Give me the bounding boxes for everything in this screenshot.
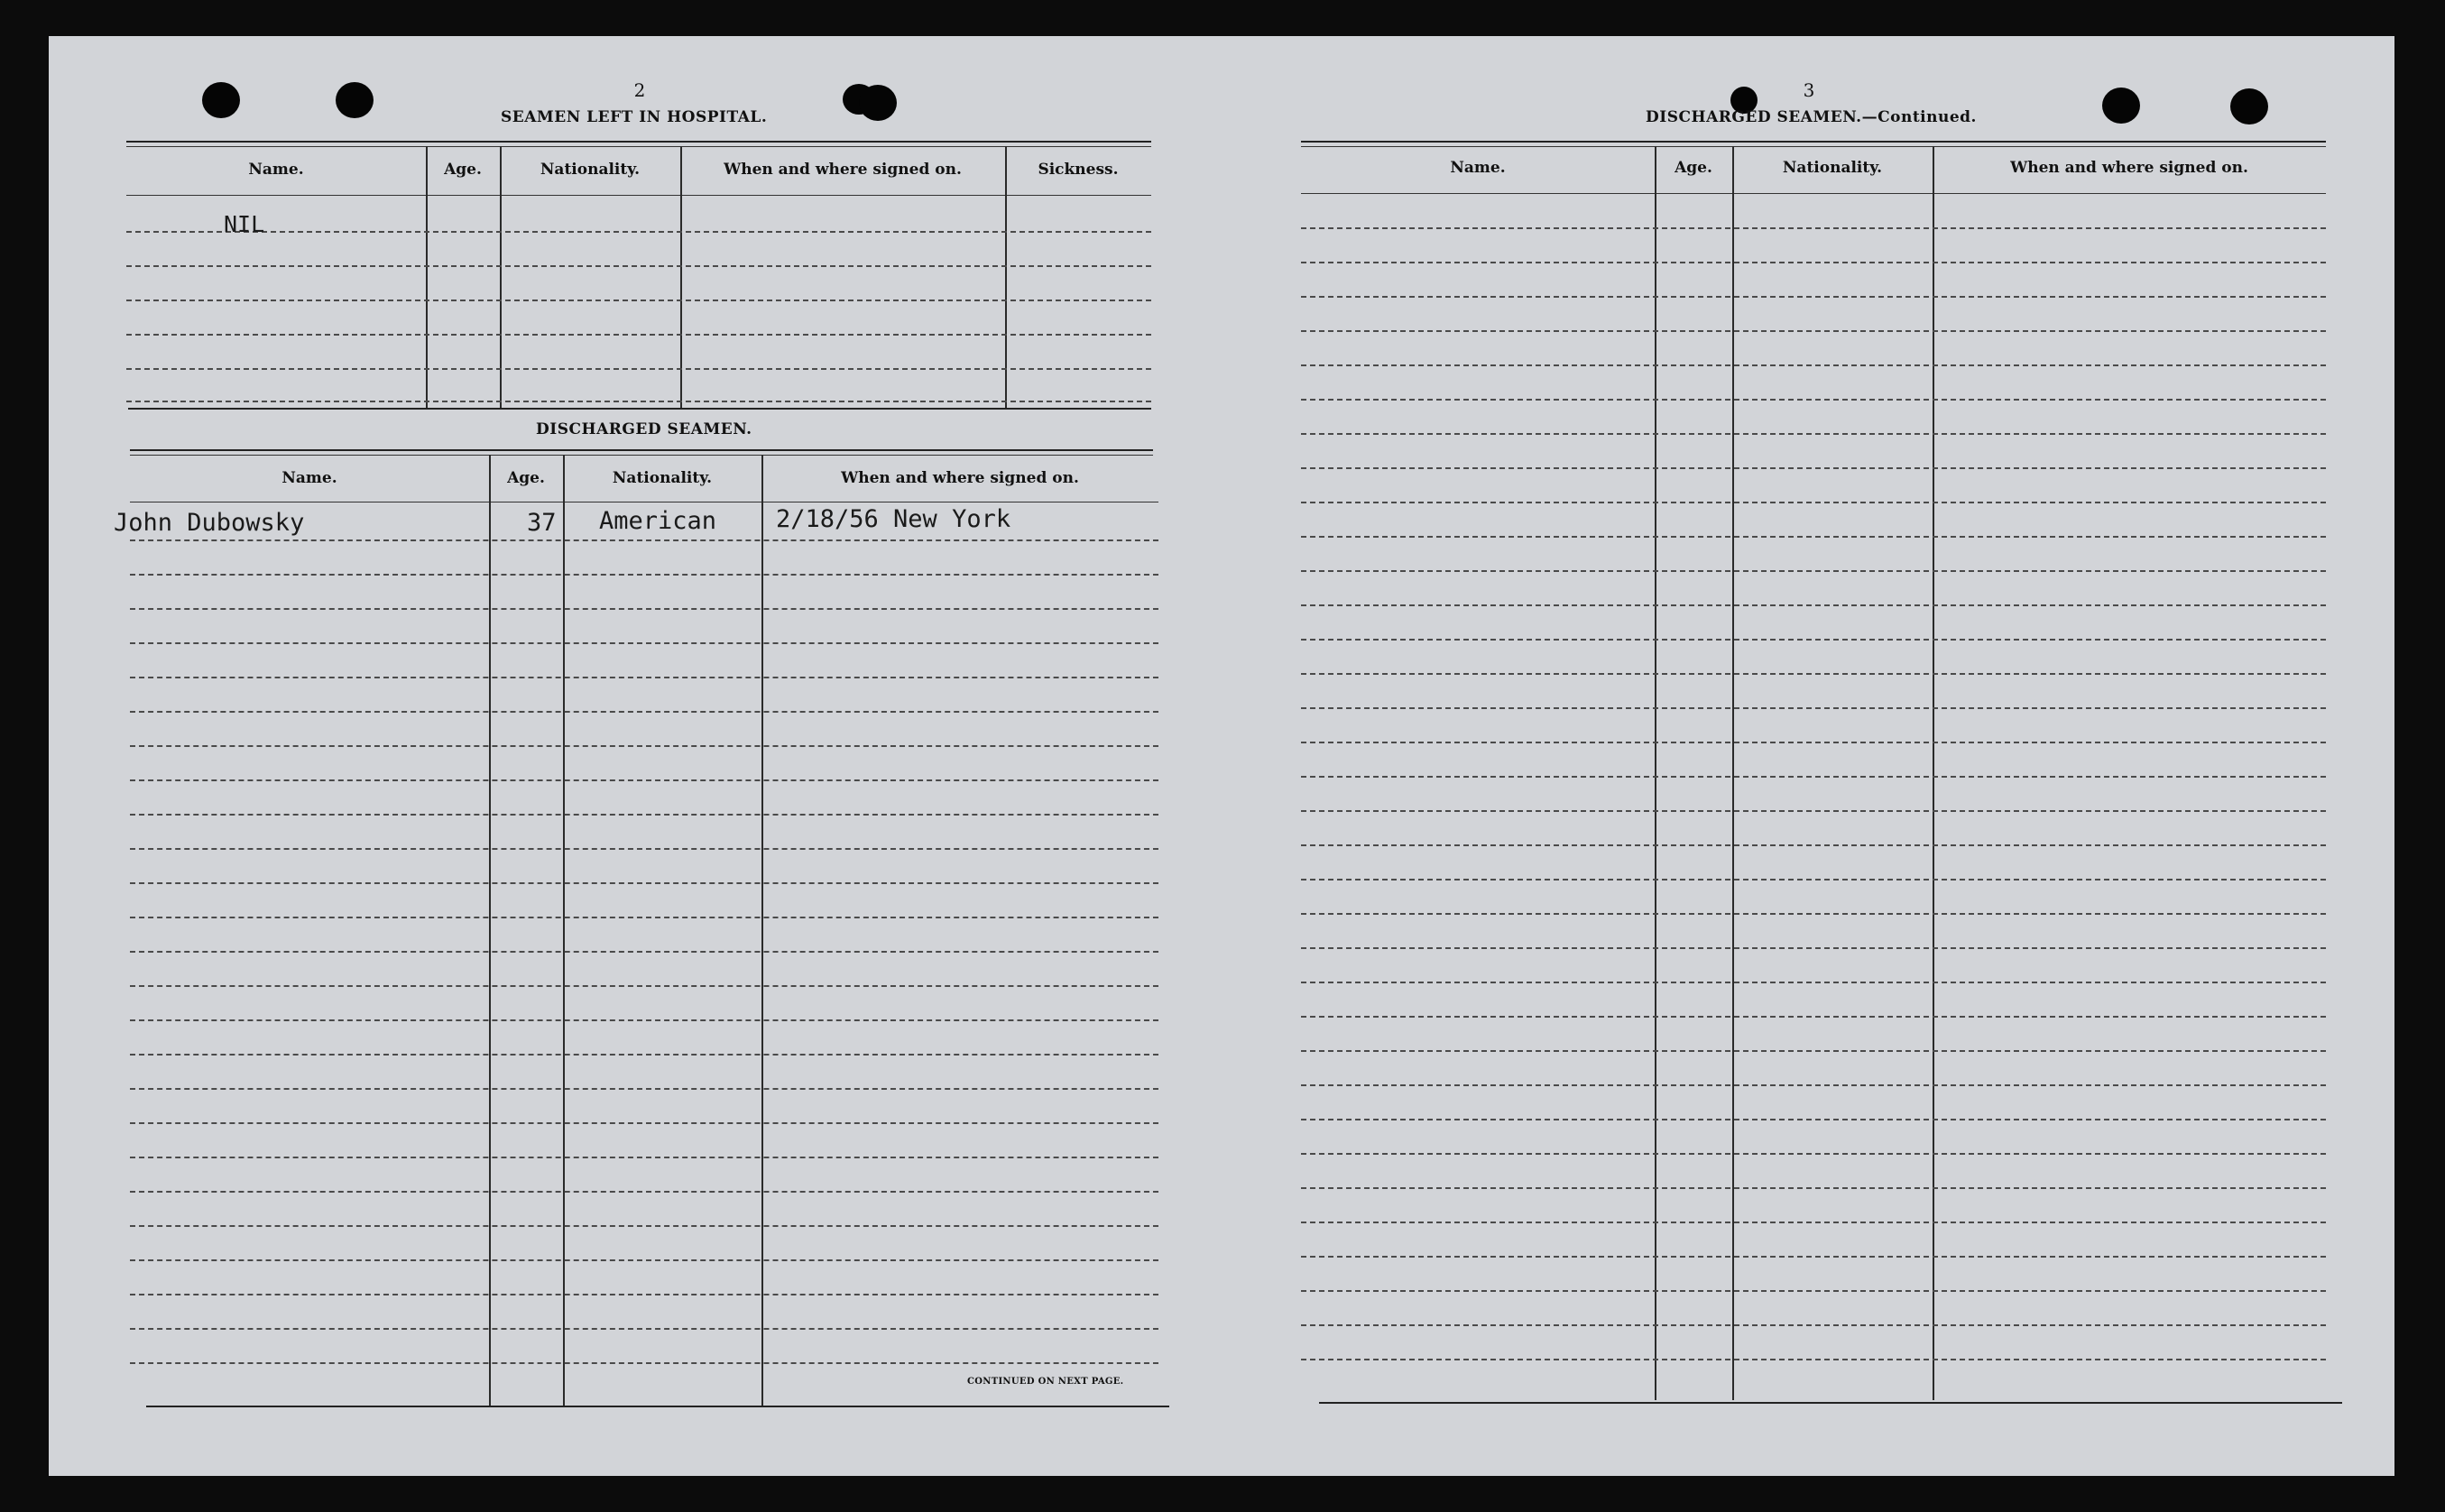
- discharged-header-nationality: Nationality.: [612, 469, 713, 487]
- right-row-line: [1301, 1084, 2326, 1086]
- right-row-line: [1301, 1222, 2326, 1223]
- discharged-header-age: Age.: [507, 469, 545, 487]
- right-row-line: [1301, 673, 2326, 675]
- discharged-row-line: [130, 1157, 1158, 1158]
- right-row-line: [1301, 570, 2326, 572]
- discharged-row-line: [130, 1054, 1158, 1056]
- right-row-line: [1301, 227, 2326, 229]
- discharged-row-line: [130, 1122, 1158, 1124]
- discharged-row-line: [130, 1088, 1158, 1090]
- discharged-top-rule-2: [130, 455, 1153, 456]
- hospital-section-title: SEAMEN LEFT IN HOSPITAL.: [501, 108, 768, 126]
- hospital-row-line: [126, 368, 1151, 370]
- right-header-rule: [1301, 193, 2326, 194]
- discharged-row-line: [130, 882, 1158, 884]
- right-row-line: [1301, 913, 2326, 915]
- right-row-line: [1301, 844, 2326, 846]
- right-row-line: [1301, 982, 2326, 983]
- hospital-header-rule: [126, 195, 1151, 196]
- hospital-bottom-rule: [128, 408, 1151, 410]
- right-row-line: [1301, 467, 2326, 469]
- document-sheet: [49, 36, 2394, 1476]
- right-row-line: [1301, 296, 2326, 298]
- right-row-line: [1301, 604, 2326, 606]
- right-row-line: [1301, 1153, 2326, 1155]
- discharged-row-line: [130, 1191, 1158, 1193]
- right-col-divider: [1933, 146, 1934, 1400]
- right-row-line: [1301, 1359, 2326, 1360]
- right-row-line: [1301, 262, 2326, 263]
- discharged-row-line: [130, 1362, 1158, 1364]
- right-row-line: [1301, 776, 2326, 778]
- discharged-row-line: [130, 1259, 1158, 1261]
- hospital-header-name: Name.: [248, 161, 304, 179]
- discharged-col-divider: [563, 455, 565, 1406]
- hospital-header-nationality: Nationality.: [540, 161, 641, 179]
- right-row-line: [1301, 1187, 2326, 1189]
- punch-hole: [202, 82, 240, 118]
- discharged-col-divider: [489, 455, 491, 1406]
- right-page-number: 3: [1803, 79, 1815, 101]
- right-row-line: [1301, 536, 2326, 538]
- right-top-rule: [1301, 141, 2326, 143]
- right-header-nationality: Nationality.: [1782, 159, 1883, 177]
- hospital-row-line: [126, 401, 1151, 402]
- discharged-row-line: [130, 1294, 1158, 1295]
- discharged-row-line: [130, 539, 1158, 541]
- discharged-signed-on-cell: 2/18/56 New York: [776, 505, 1011, 533]
- right-row-line: [1301, 399, 2326, 401]
- right-page-title: DISCHARGED SEAMEN.—Continued.: [1646, 108, 1977, 126]
- right-row-line: [1301, 1290, 2326, 1292]
- hospital-header-age: Age.: [444, 161, 482, 179]
- discharged-row-line: [130, 848, 1158, 850]
- discharged-row-line: [130, 608, 1158, 610]
- discharged-row-line: [130, 745, 1158, 747]
- discharged-row-line: [130, 1328, 1158, 1330]
- left-bottom-rule: [146, 1406, 1169, 1407]
- discharged-name-cell: John Dubowsky: [114, 509, 305, 537]
- right-row-line: [1301, 947, 2326, 949]
- discharged-row-line: [130, 951, 1158, 953]
- hospital-row-line: [126, 265, 1151, 267]
- right-row-line: [1301, 810, 2326, 812]
- continued-footer: CONTINUED ON NEXT PAGE.: [967, 1377, 1124, 1387]
- right-row-line: [1301, 1256, 2326, 1258]
- right-header-signed-on: When and where signed on.: [2010, 159, 2248, 177]
- discharged-age-cell: 37: [527, 509, 557, 537]
- right-row-line: [1301, 742, 2326, 743]
- hospital-row-line: [126, 300, 1151, 301]
- right-row-line: [1301, 707, 2326, 709]
- discharged-row-line: [130, 1019, 1158, 1021]
- discharged-row-line: [130, 574, 1158, 576]
- discharged-top-rule: [130, 449, 1153, 451]
- discharged-row-line: [130, 814, 1158, 816]
- right-row-line: [1301, 1119, 2326, 1120]
- hospital-header-signed-on: When and where signed on.: [724, 161, 962, 179]
- right-row-line: [1301, 330, 2326, 332]
- discharged-section-title: DISCHARGED SEAMEN.: [536, 420, 752, 438]
- discharged-nationality-cell: American: [599, 507, 717, 535]
- right-top-rule-2: [1301, 146, 2326, 147]
- hospital-top-rule-2: [126, 146, 1151, 147]
- discharged-col-divider: [761, 455, 763, 1406]
- discharged-row-line: [130, 917, 1158, 918]
- right-row-line: [1301, 879, 2326, 880]
- punch-hole: [336, 82, 374, 118]
- right-row-line: [1301, 639, 2326, 641]
- right-row-line: [1301, 1050, 2326, 1052]
- right-row-line: [1301, 502, 2326, 503]
- hospital-row-line: [126, 231, 1151, 233]
- left-page-number: 2: [633, 79, 646, 101]
- right-col-divider: [1655, 146, 1656, 1400]
- punch-hole: [2230, 88, 2268, 124]
- right-bottom-rule: [1319, 1402, 2342, 1404]
- right-header-name: Name.: [1450, 159, 1506, 177]
- discharged-header-name: Name.: [281, 469, 337, 487]
- right-col-divider: [1732, 146, 1734, 1400]
- right-row-line: [1301, 433, 2326, 435]
- right-header-age: Age.: [1675, 159, 1712, 177]
- discharged-row-line: [130, 1225, 1158, 1227]
- hospital-header-sickness: Sickness.: [1038, 161, 1119, 179]
- discharged-row-line: [130, 985, 1158, 987]
- discharged-row-line: [130, 711, 1158, 713]
- hospital-top-rule: [126, 141, 1151, 143]
- right-row-line: [1301, 1324, 2326, 1326]
- right-row-line: [1301, 1016, 2326, 1018]
- hospital-entry-nil: NIL: [224, 211, 265, 237]
- discharged-row-line: [130, 779, 1158, 781]
- punch-hole: [859, 85, 897, 121]
- punch-hole: [2102, 88, 2140, 124]
- right-row-line: [1301, 364, 2326, 366]
- hospital-row-line: [126, 334, 1151, 336]
- discharged-row-line: [130, 642, 1158, 644]
- discharged-row-line: [130, 677, 1158, 678]
- discharged-header-signed-on: When and where signed on.: [841, 469, 1079, 487]
